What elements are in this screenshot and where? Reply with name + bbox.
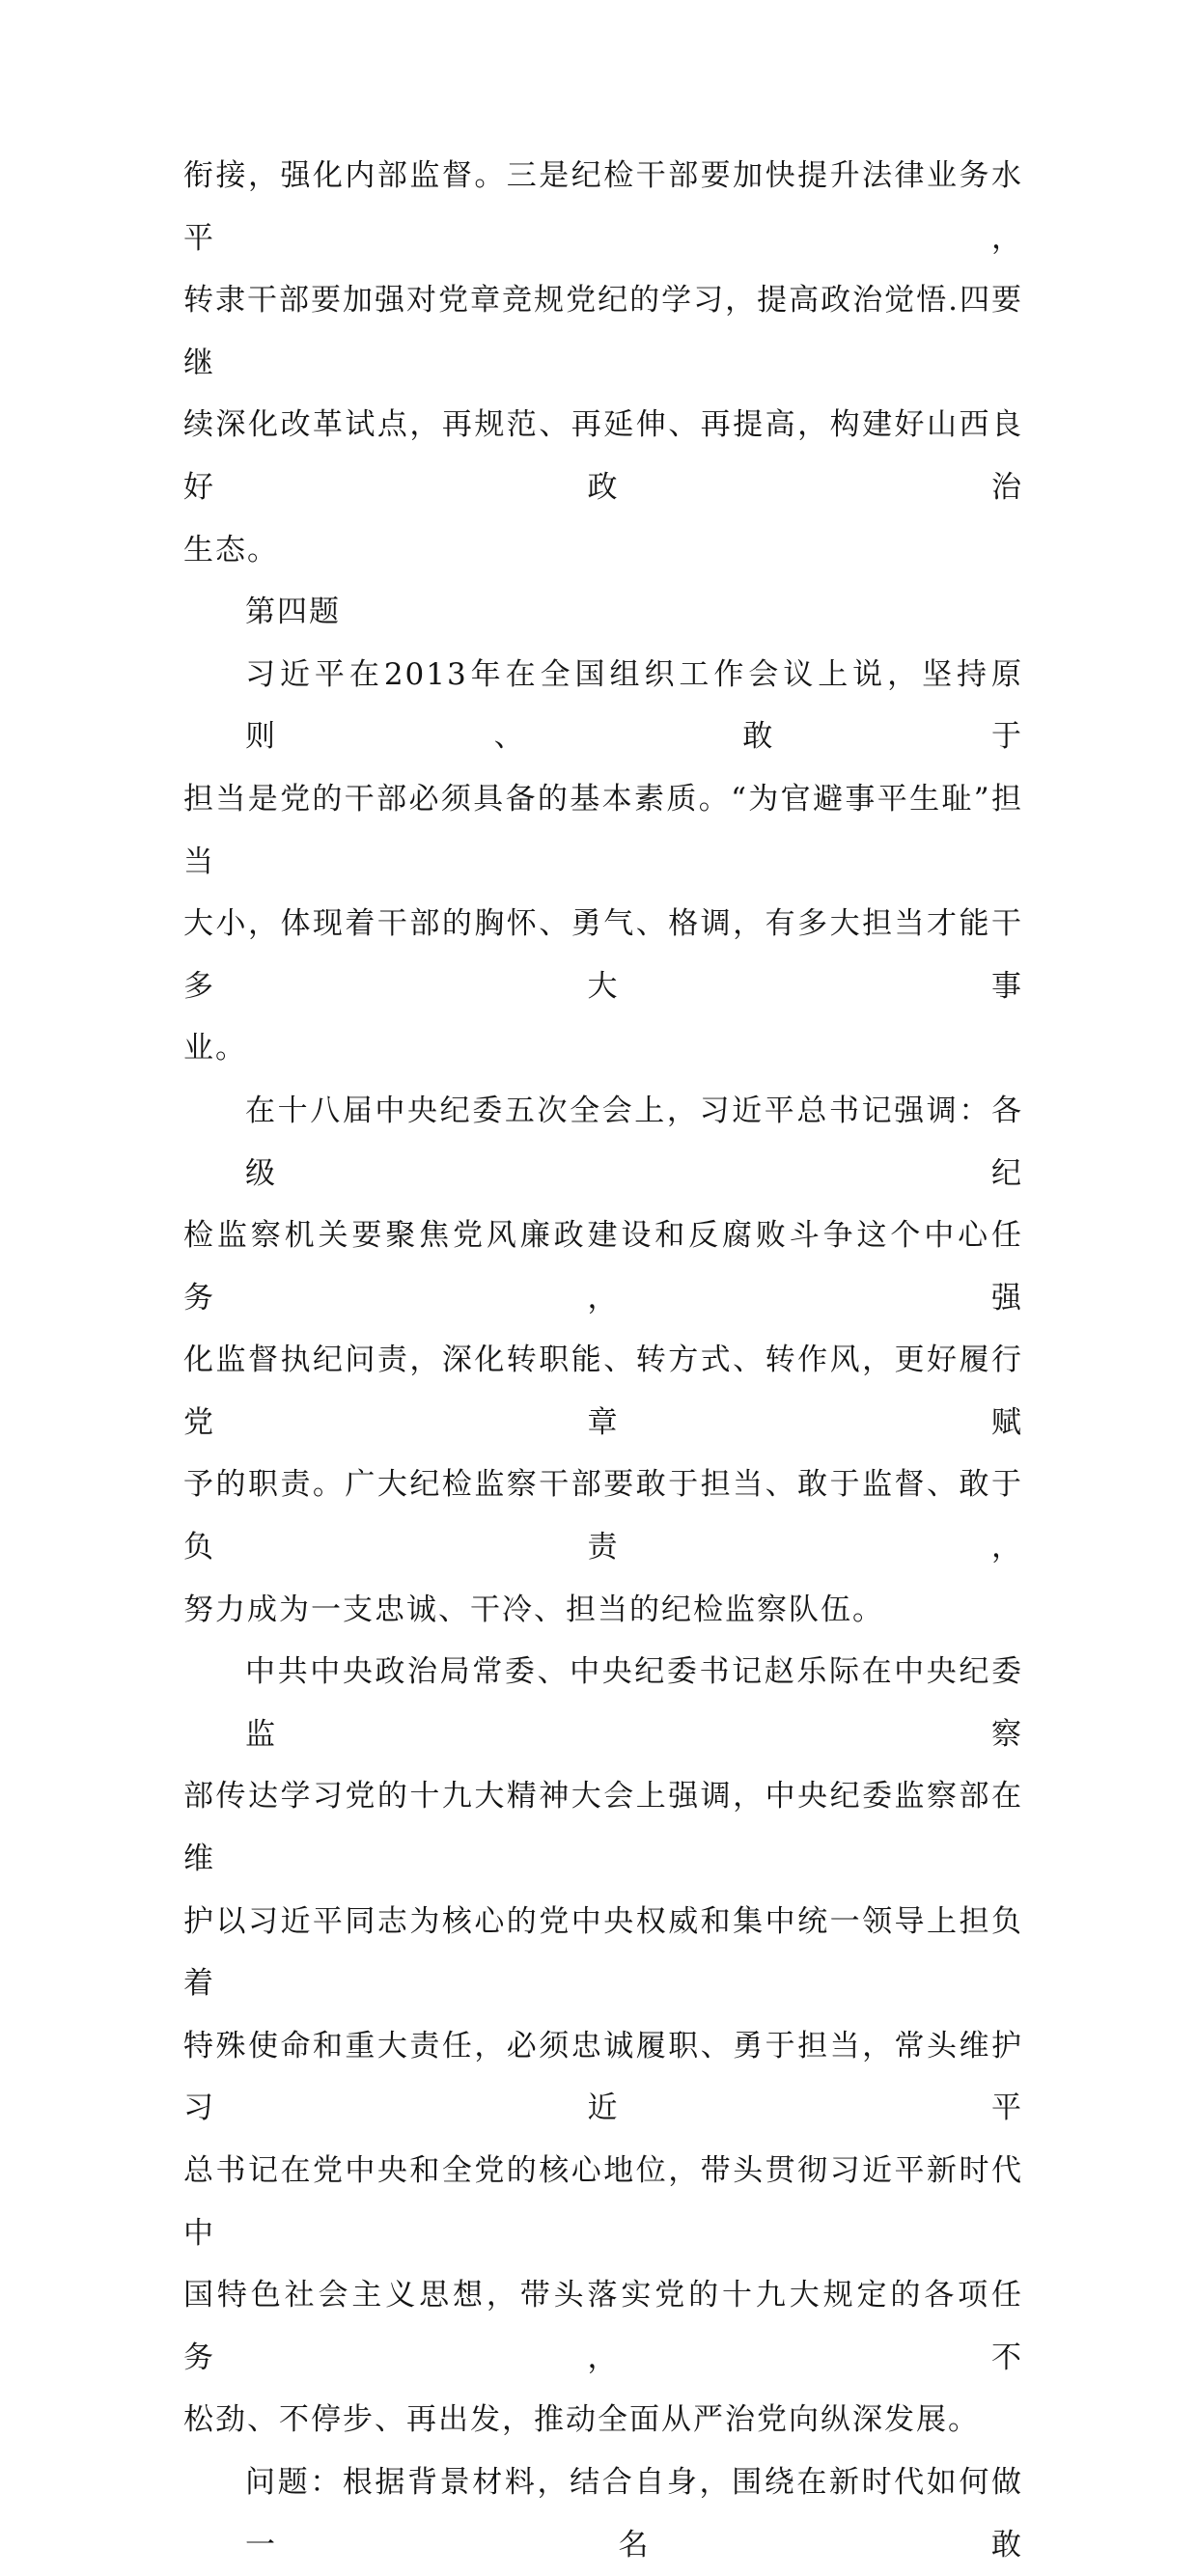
paragraph-1: [183, 145, 1023, 581]
text-line: 中共中央政治局常委、中央纪委书记赵乐际在中央纪委监察: [245, 1654, 1023, 1752]
text-line: 特殊使命和重大责任，必须忠诚履职、勇于担当，常头维护习近平: [183, 2028, 1023, 2126]
question-paragraph: [183, 2451, 1023, 2576]
text-line: 担当是党的干部必须具备的基本素质。“为官避事平生耻”担当: [183, 781, 1023, 879]
text-line: 部传达学习党的十九大精神大会上强调，中央纪委监察部在维: [183, 1779, 1023, 1877]
text-line: 转隶干部要加强对党章竞规党纪的学习，提高政治觉悟.四要继: [183, 283, 1023, 380]
text-line: 检监察机关要聚焦党风廉政建设和反腐败斗争这个中心任务，强: [183, 1218, 1023, 1316]
text-line: 努力成为一支忠诚、干冷、担当的纪检监察队伍。: [183, 1592, 884, 1627]
text-line: 衔接，强化内部监督。三是纪检干部要加快提升法律业务水平，: [183, 158, 1023, 256]
paragraph-5: [183, 1641, 1023, 2451]
text-line: 国特色社会主义思想，带头落实党的十九大规定的各项任务，不: [183, 2278, 1023, 2375]
text-line: 予的职责。广大纪检监察干部要敢于担当、敢于监督、敢于负责，: [183, 1467, 1023, 1565]
text-line: 第四题: [245, 595, 341, 630]
text-line: 业。: [183, 1031, 247, 1066]
text-line: 在十八届中央纪委五次全会上，习近平总书记强调：各级纪: [245, 1093, 1023, 1191]
text-line: 习近平在2013年在全国组织工作会议上说，坚持原则、敢于: [245, 656, 1023, 755]
text-line: 大小，体现着干部的胸怀、勇气、格调，有多大担当才能干多大事: [183, 906, 1023, 1004]
text-line: 生态。: [183, 532, 279, 568]
section-heading: [183, 581, 1023, 644]
document-body: [183, 145, 1023, 2576]
text-line: 化监督执纪问责，深化转职能、转方式、转作风，更好履行党章赋: [183, 1343, 1023, 1440]
text-line: 问题：根据背景材料，结合自身，围绕在新时代如何做一名敢: [245, 2464, 1023, 2562]
text-line: 松劲、不停步、再出发，推动全面从严治党向纵深发展。: [183, 2402, 980, 2438]
text-line: 续深化改革试点，再规范、再延伸、再提高，构建好山西良好政治: [183, 407, 1023, 505]
paragraph-4: [183, 1080, 1023, 1641]
text-line: 护以习近平同志为核心的党中央权威和集中统一领导上担负着: [183, 1903, 1023, 2002]
paragraph-3: [183, 644, 1023, 1080]
text-line: 总书记在党中央和全党的核心地位，带头贯彻习近平新时代中: [183, 2153, 1023, 2251]
